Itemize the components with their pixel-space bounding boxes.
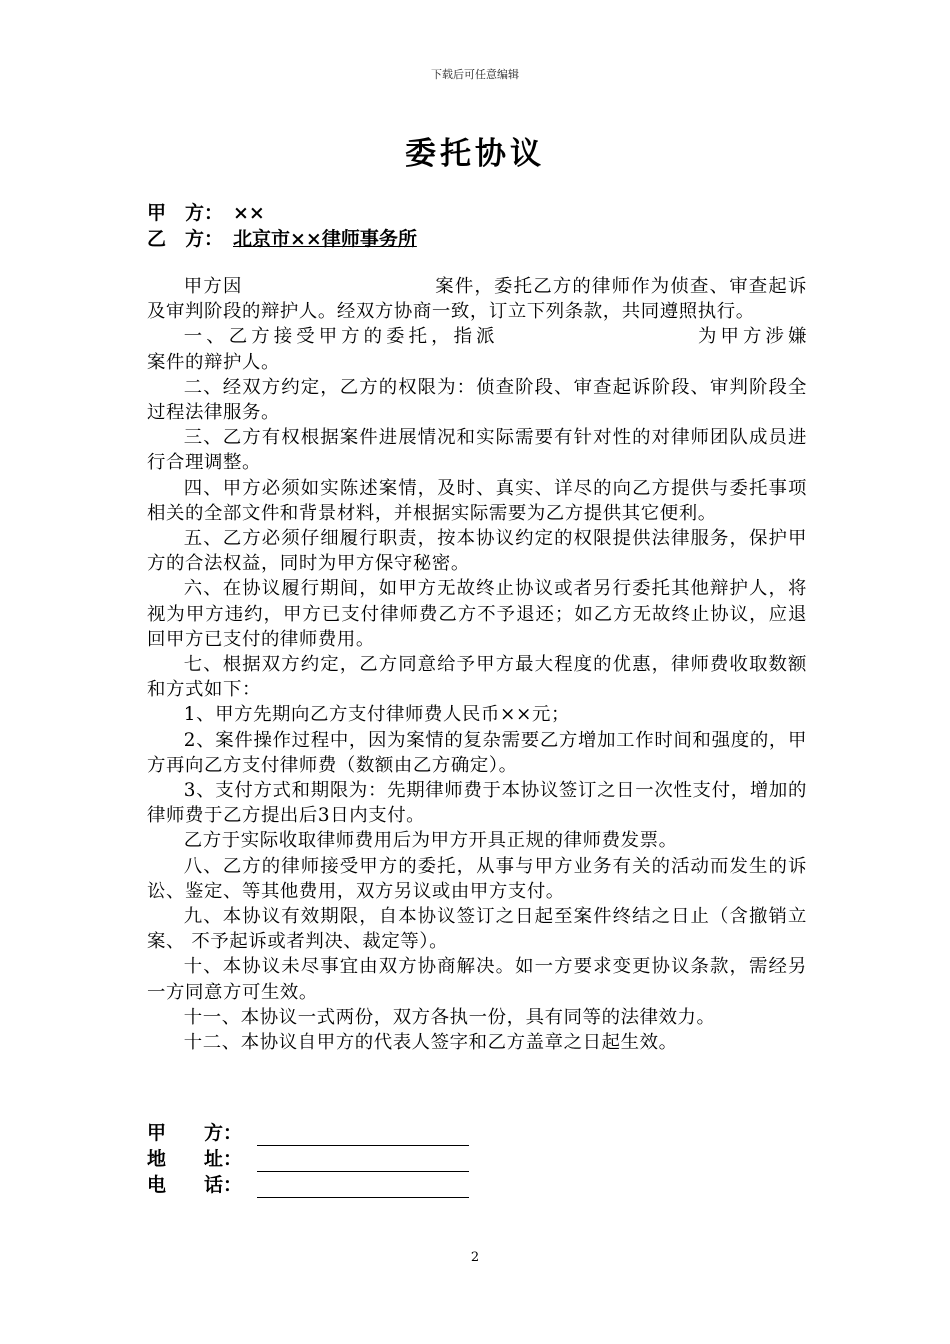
signature-party-a-label: 甲 方： xyxy=(147,1122,243,1144)
intro-text-post: 案件，委托乙方的律师作为侦查、审查起诉及审判阶段的辩护人。经双方协商一致，订立下列条款，共同遵照执行。 xyxy=(147,276,807,323)
signature-party-a-line xyxy=(257,1125,469,1146)
document-title: 委托协议 xyxy=(405,136,545,172)
intro-text-pre: 甲方因 xyxy=(183,276,243,297)
signature-address xyxy=(147,1146,469,1172)
page-number: 2 xyxy=(470,1250,480,1265)
party-a-line xyxy=(147,200,265,226)
party-a-label: 甲 方： xyxy=(147,202,224,224)
party-a-value: ×× xyxy=(233,202,265,224)
clause-4: 四、甲方必须如实陈述案情，及时、真实、详尽的向乙方提供与委托事项相关的全部文件和背景材料，并根据实际需要为乙方提供其它便利。 xyxy=(147,477,807,524)
agreement-body xyxy=(147,274,940,1055)
clause-9: 九、本协议有效期限，自本协议签订之日起至案件终结之日止（含撤销立案、 不予起诉或者判决、裁定等）。 xyxy=(147,906,807,953)
invoice-note: 乙方于实际收取律师费用后为甲方开具正规的律师费发票。 xyxy=(183,830,678,852)
party-b-value: 北京市××律师事务所 xyxy=(233,228,417,250)
party-b-label: 乙 方： xyxy=(147,228,224,250)
clause-11: 十一、本协议一式两份，双方各执一份，具有同等的法律效力。 xyxy=(183,1006,716,1028)
clause-6: 六、在协议履行期间，如甲方无故终止协议或者另行委托其他辩护人，将视为甲方违约，甲方已支付律师费乙方不予退还；如乙方无故终止协议，应退回甲方已支付的律师费用。 xyxy=(147,578,807,650)
signature-address-label: 地 址： xyxy=(147,1148,243,1170)
signature-phone-label: 电 话： xyxy=(147,1174,243,1196)
clause-7: 七、根据双方约定，乙方同意给予甲方最大程度的优惠，律师费收取数额和方式如下： xyxy=(147,654,807,701)
signature-party-a xyxy=(147,1120,469,1146)
page-header-note: 下载后可任意编辑 xyxy=(431,68,519,81)
fee-item-1: 1、甲方先期向乙方支付律师费人民币××元； xyxy=(183,704,570,726)
clause-1-text-pre: 一、乙方接受甲方的委托，指派 xyxy=(183,326,499,348)
signature-phone-line xyxy=(257,1177,469,1198)
party-b-line xyxy=(147,226,417,252)
clause-10: 十、本协议未尽事宜由双方协商解决。如一方要求变更协议条款，需经另一方同意方可生效。 xyxy=(147,956,807,1003)
clause-1 xyxy=(147,324,940,374)
clause-3: 三、乙方有权根据案件进展情况和实际需要有针对性的对律师团队成员进行合理调整。 xyxy=(147,427,807,474)
clause-5: 五、乙方必须仔细履行职责，按本协议约定的权限提供法律服务，保护甲方的合法权益，同时为甲方保守秘密。 xyxy=(147,528,807,575)
intro-paragraph xyxy=(147,274,807,324)
clause-2: 二、经双方约定，乙方的权限为：侦查阶段、审查起诉阶段、审判阶段全过程法律服务。 xyxy=(147,376,807,424)
fee-item-3: 3、支付方式和期限为：先期律师费于本协议签订之日一次性支付，增加的律师费于乙方提出后3日内支付。 xyxy=(147,780,807,827)
clause-12: 十二、本协议自甲方的代表人签字和乙方盖章之日起生效。 xyxy=(183,1032,678,1054)
signature-address-line xyxy=(257,1151,469,1172)
signature-phone xyxy=(147,1172,469,1198)
clause-1-text-post: 为甲方涉嫌 案件的辩护人。 xyxy=(147,326,940,373)
clause-8: 八、乙方的律师接受甲方的委托，从事与甲方业务有关的活动而发生的诉讼、鉴定、等其他费用，双方另议或由甲方支付。 xyxy=(147,855,807,902)
fee-item-2: 2、案件操作过程中，因为案情的复杂需要乙方增加工作时间和强度的，甲方再向乙方支付律师费（数额由乙方确定）。 xyxy=(147,729,807,776)
